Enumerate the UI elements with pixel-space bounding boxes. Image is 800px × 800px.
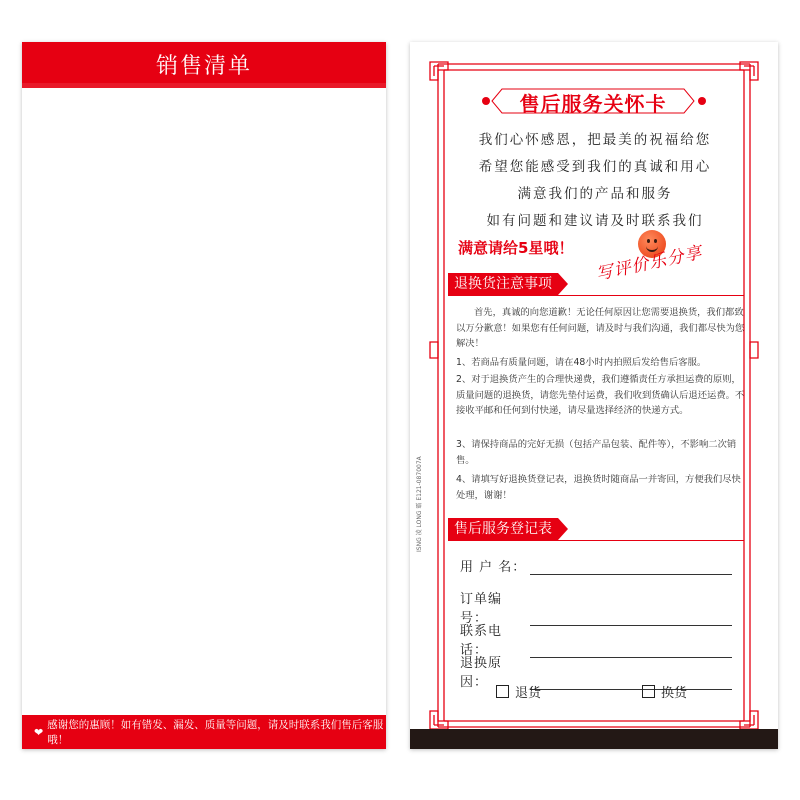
notice-item: 4、请填写好退换货登记表，退换货时随商品一并寄回，方便我们尽快处理，谢谢！ xyxy=(456,474,741,501)
exchange-checkbox[interactable]: 换货 xyxy=(642,682,687,701)
section-divider xyxy=(448,295,744,296)
bottom-dark-bar xyxy=(410,729,778,749)
header-stripe xyxy=(22,83,386,88)
blessing-line: 希望您能感受到我们的真诚和用心 xyxy=(478,159,712,175)
sales-list-card xyxy=(22,42,386,749)
five-star-request: 满意请给5星哦！ xyxy=(458,239,574,257)
thanks-footer xyxy=(22,715,386,749)
checkbox-icon xyxy=(642,685,655,698)
returns-heading: 退换货注意事项 xyxy=(448,273,558,295)
blessing-line: 我们心怀感恩，把最美的祝福给您 xyxy=(478,132,712,148)
username-field[interactable]: 用 户 名： xyxy=(460,556,732,575)
blessing-line: 满意我们的产品和服务 xyxy=(517,186,673,202)
notice-intro: 首先，真诚的向您道歉！无论任何原因让您需要退换货，我们都致以万分歉意！如果您有任何问题，请及时与我们沟通，我们都尽快为您解决！ xyxy=(456,307,745,349)
product-code: ISNG 凌 LONG 霸 E121-087007A xyxy=(416,456,423,552)
order-number-field[interactable]: 订单编号： xyxy=(460,588,732,626)
return-reason-field[interactable]: 退换原因： xyxy=(460,652,732,690)
blessing-line: 如有问题和建议请及时联系我们 xyxy=(486,213,704,229)
checkbox-icon xyxy=(496,685,509,698)
care-card-title: 售后服务关怀卡 xyxy=(519,92,667,116)
after-sales-card xyxy=(410,42,778,749)
sales-list-title: 销售清单 xyxy=(155,54,252,79)
register-heading: 售后服务登记表 xyxy=(448,518,558,540)
heart-icon: ❤ xyxy=(34,725,44,739)
thanks-text: 感谢您的惠顾！如有错发、漏发、质量等问题，请及时联系我们售后客服哦！ xyxy=(47,719,384,746)
review-handwriting: 写评价乐分享 xyxy=(594,242,705,285)
notice-item: 3、请保持商品的完好无损（包括产品包装、配件等），不影响二次销售。 xyxy=(456,439,737,466)
phone-field[interactable]: 联系电话： xyxy=(460,620,732,658)
section-divider xyxy=(448,540,744,541)
notice-item: 2、对于退换货产生的合理快递费，我们遵循责任方承担运费的原则，质量问题的退换货，请您先垫付运费，我们收到货确认后退还运费。不接收平邮和任何到付快递，请尽量选择经济的快递方式。 xyxy=(456,374,745,416)
notice-item: 1、若商品有质量问题，请在48小时内拍照后发给售后客服。 xyxy=(456,357,707,368)
refund-checkbox[interactable]: 退货 xyxy=(496,682,541,701)
